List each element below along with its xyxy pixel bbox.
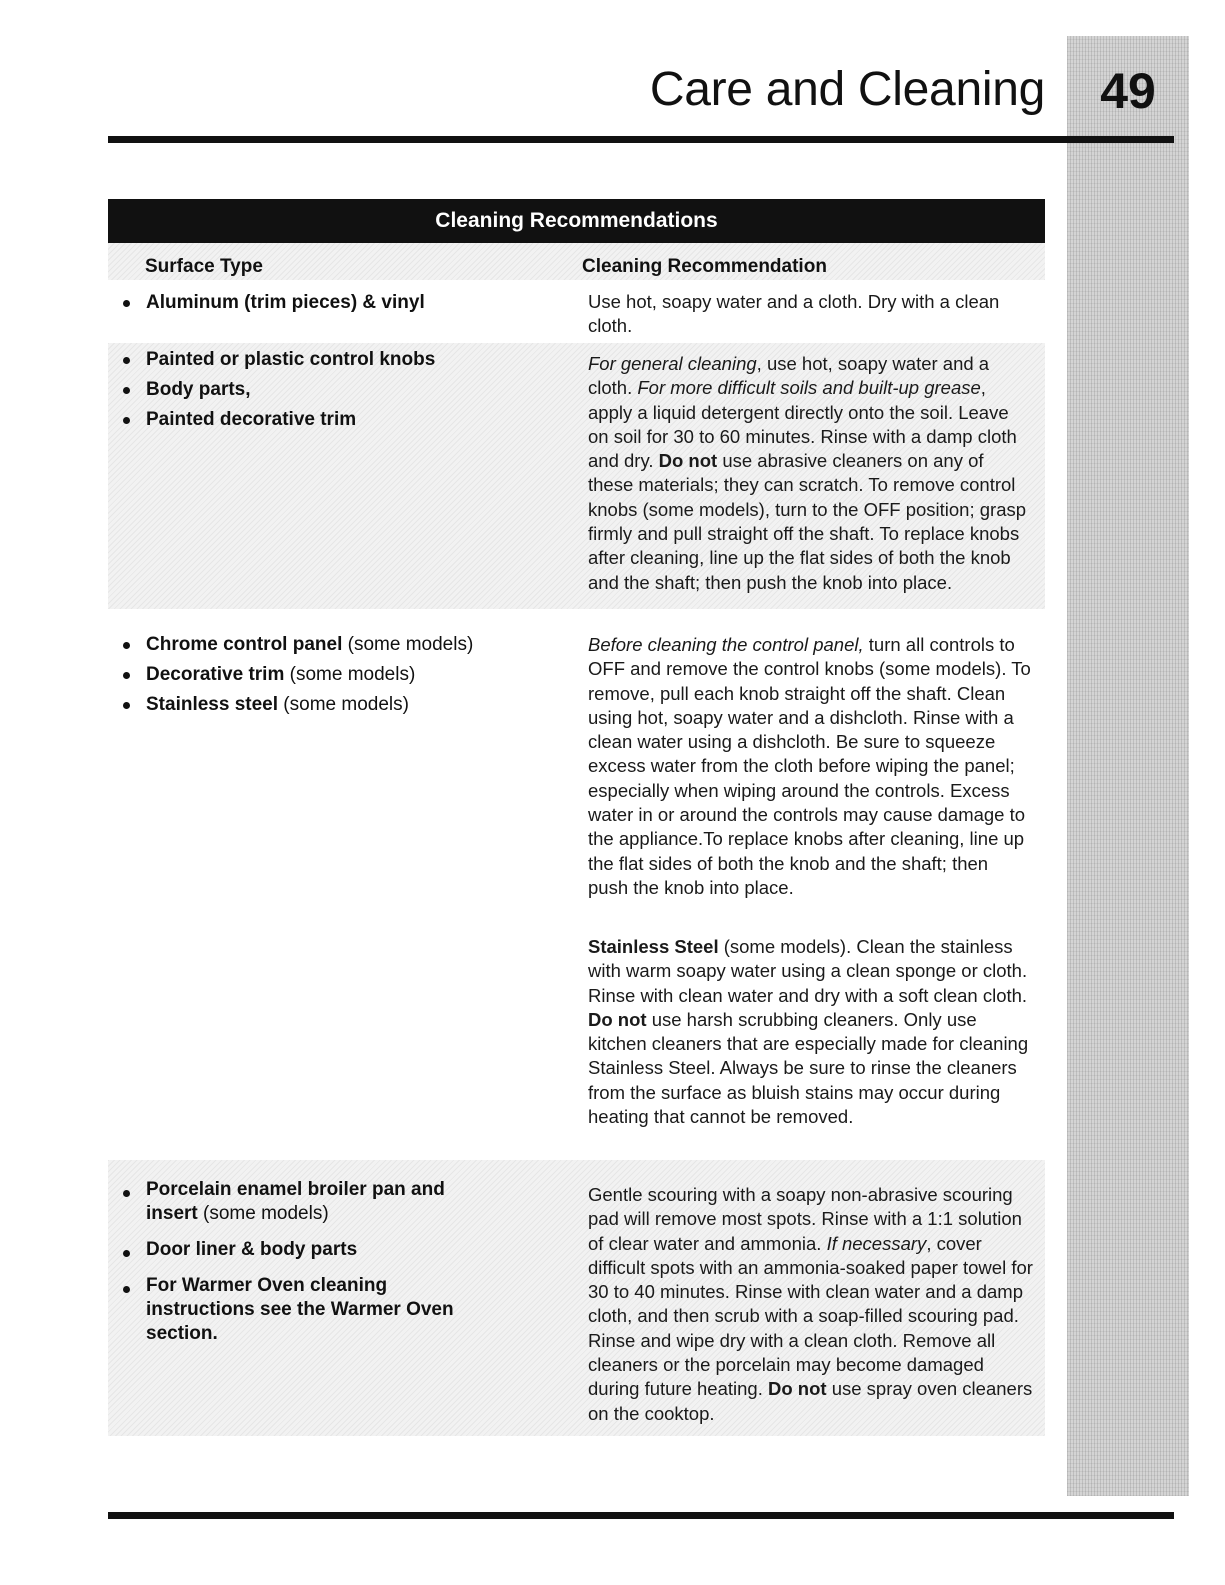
rec-bold: Do not <box>768 1378 827 1400</box>
rec-italic: For general cleaning <box>588 353 757 374</box>
list-item: For Warmer Oven cleaning instructions see the Warmer Oven section. <box>120 1274 460 1346</box>
list-item: Porcelain enamel broiler pan and insert (some models) <box>120 1178 460 1226</box>
rec-text: Gentle scouring with a soapy non-abrasive scouring pad will remove most spots. Rinse with a 1:1 solution of clear water and ammonia. <box>588 1184 1022 1254</box>
rec-text: , use hot, soapy water and a cloth. <box>588 353 990 399</box>
rec-text: , cover difficult spots with an ammonia-soaked paper towel for 30 to 40 minutes. Rinse with clean water and a damp cloth, and then scrub with a soap-filled scouring pad. Rinse and wipe dry with a clean cloth. Remove all cleaners or the porcelain may become damaged during future heating. <box>588 1232 1033 1400</box>
table-banner: Cleaning Recommendations <box>108 199 1045 243</box>
rec-italic: If necessary <box>826 1232 927 1254</box>
cleaning-recommendation <box>588 633 1033 900</box>
cleaning-recommendation <box>588 352 1033 595</box>
rec-bold: Stainless Steel <box>588 936 719 957</box>
list-item: Body parts, <box>120 375 500 405</box>
cleaning-recommendation: Use hot, soapy water and a cloth. Dry with a clean cloth. <box>588 291 1000 337</box>
rec-text: (some models). Clean the stainless with warm soapy water using a clean sponge or cloth. Rinse with clean water and dry with a soft clean cloth. <box>588 936 1028 1006</box>
rec-bold: Do not <box>588 1008 647 1030</box>
rec-text: use harsh scrubbing cleaners. Only use kitchen cleaners that are especially made for cleaning Stainless Steel. Always be sure to rinse the cleaners from the surface as bluish stains may occur during heating that cannot be removed. <box>588 1008 1029 1128</box>
surface-list <box>120 630 500 720</box>
page-side-tab <box>1067 36 1189 1496</box>
column-header-cleaning-recommendation: Cleaning Recommendation <box>582 256 827 277</box>
page-title: Care and Cleaning <box>649 63 1045 116</box>
header-rule <box>108 136 1174 143</box>
list-item: Painted or plastic control knobs <box>120 345 500 375</box>
list-item: Decorative trim (some models) <box>120 660 500 690</box>
column-header-surface-type: Surface Type <box>145 256 263 277</box>
surface-list <box>120 1178 460 1358</box>
rec-italic: Before cleaning the control panel, <box>588 634 864 655</box>
surface-list <box>120 288 500 318</box>
list-item: Aluminum (trim pieces) & vinyl <box>120 288 500 318</box>
rec-text: use spray oven cleaners on the cooktop. <box>588 1378 1033 1424</box>
stainless-steel-recommendation <box>588 935 1033 1129</box>
surface-list <box>120 345 500 435</box>
list-item: Chrome control panel (some models) <box>120 630 500 660</box>
list-item: Door liner & body parts <box>120 1238 460 1262</box>
rec-text: use abrasive cleaners on any of these materials; they can scratch. To remove control knobs (some models), turn to the OFF position; grasp firmly and pull straight off the shaft. To replace knobs after cleaning, line up the flat sides of both the knob and the shaft; then push the knob into place. <box>588 450 1027 593</box>
rec-italic: For more difficult soils and built-up grease <box>637 377 981 399</box>
rec-bold: Do not <box>658 450 718 472</box>
rec-text: , apply a liquid detergent directly onto the soil. Leave on soil for 30 to 60 minutes. Rinse with a damp cloth and dry. <box>588 377 1017 472</box>
list-item: Stainless steel (some models) <box>120 690 500 720</box>
rec-text: turn all controls to OFF and remove the control knobs (some models). To remove, pull each knob straight off the shaft. Clean using hot, soapy water and a dishcloth. Rinse with a clean water using a dishcloth. Be sure to squeeze excess water from the cloth before wiping the panel; especially when wiping around the controls. Excess water in or around the controls may cause damage to the appliance.To replace knobs after cleaning, line up the flat sides of both the knob and the shaft; then push the knob into place. <box>588 634 1031 898</box>
page-number: 49 <box>1100 63 1156 119</box>
list-item: Painted decorative trim <box>120 405 500 435</box>
footer-rule <box>108 1512 1174 1519</box>
cleaning-recommendation <box>588 1183 1033 1426</box>
